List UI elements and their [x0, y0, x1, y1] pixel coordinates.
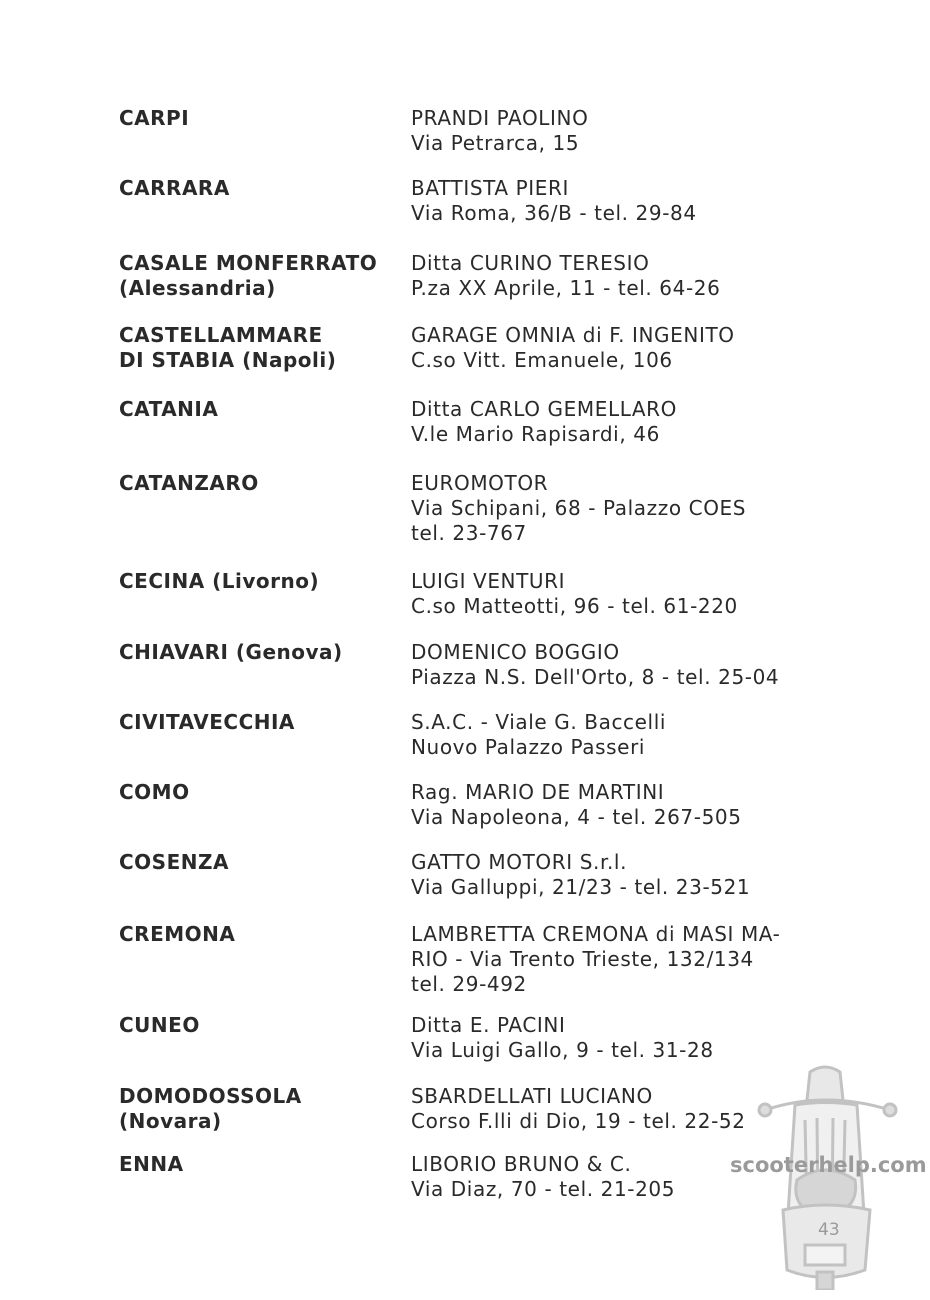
city-name: CECINA (Livorno) [119, 569, 320, 593]
city-name: CASTELLAMMARE DI STABIA (Napoli) [119, 323, 337, 372]
city-name: CATANIA [119, 397, 219, 421]
dealer-info: Ditta E. PACINI Via Luigi Gallo, 9 - tel. 31-28 [411, 1013, 714, 1062]
city-name: CARRARA [119, 176, 230, 200]
dealer-info: Rag. MARIO DE MARTINI Via Napoleona, 4 - tel. 267-505 [411, 780, 742, 829]
dealer-info: GATTO MOTORI S.r.l. Via Galluppi, 21/23 - tel. 23-521 [411, 850, 751, 899]
dealer-info: SBARDELLATI LUCIANO Corso F.lli di Dio, 19 - tel. 22-52 [411, 1084, 746, 1133]
dealer-info: BATTISTA PIERI Via Roma, 36/B - tel. 29-84 [411, 176, 697, 225]
dealer-info: EUROMOTOR Via Schipani, 68 - Palazzo COES tel. 23-767 [411, 471, 747, 545]
dealer-info: Ditta CURINO TERESIO P.za XX Aprile, 11 - tel. 64-26 [411, 251, 721, 300]
dealer-info: Ditta CARLO GEMELLARO V.le Mario Rapisardi, 46 [411, 397, 678, 446]
city-name: CREMONA [119, 922, 236, 946]
city-name: ENNA [119, 1152, 184, 1176]
city-name: DOMODOSSOLA (Novara) [119, 1084, 302, 1133]
city-name: CARPI [119, 106, 190, 130]
city-name: CATANZARO [119, 471, 259, 495]
dealer-info: LUIGI VENTURI C.so Matteotti, 96 - tel. 61-220 [411, 569, 738, 618]
watermark-text: scooterhelp.com [730, 1153, 927, 1177]
city-name: CASALE MONFERRATO (Alessandria) [119, 251, 378, 300]
dealer-info: DOMENICO BOGGIO Piazza N.S. Dell'Orto, 8 - tel. 25-04 [411, 640, 780, 689]
city-name: COSENZA [119, 850, 229, 874]
dealer-info: GARAGE OMNIA di F. INGENITO C.so Vitt. Emanuele, 106 [411, 323, 735, 372]
dealer-info: PRANDI PAOLINO Via Petrarca, 15 [411, 106, 589, 155]
city-name: CUNEO [119, 1013, 200, 1037]
dealer-info: LIBORIO BRUNO & C. Via Diaz, 70 - tel. 21-205 [411, 1152, 676, 1201]
dealer-info: S.A.C. - Viale G. Baccelli Nuovo Palazzo Passeri [411, 710, 667, 759]
city-name: COMO [119, 780, 190, 804]
page-number: 43 [818, 1220, 840, 1240]
dealer-info: LAMBRETTA CREMONA di MASI MA- RIO - Via Trento Trieste, 132/134 tel. 29-492 [411, 922, 781, 996]
city-name: CHIAVARI (Genova) [119, 640, 343, 664]
city-name: CIVITAVECCHIA [119, 710, 295, 734]
